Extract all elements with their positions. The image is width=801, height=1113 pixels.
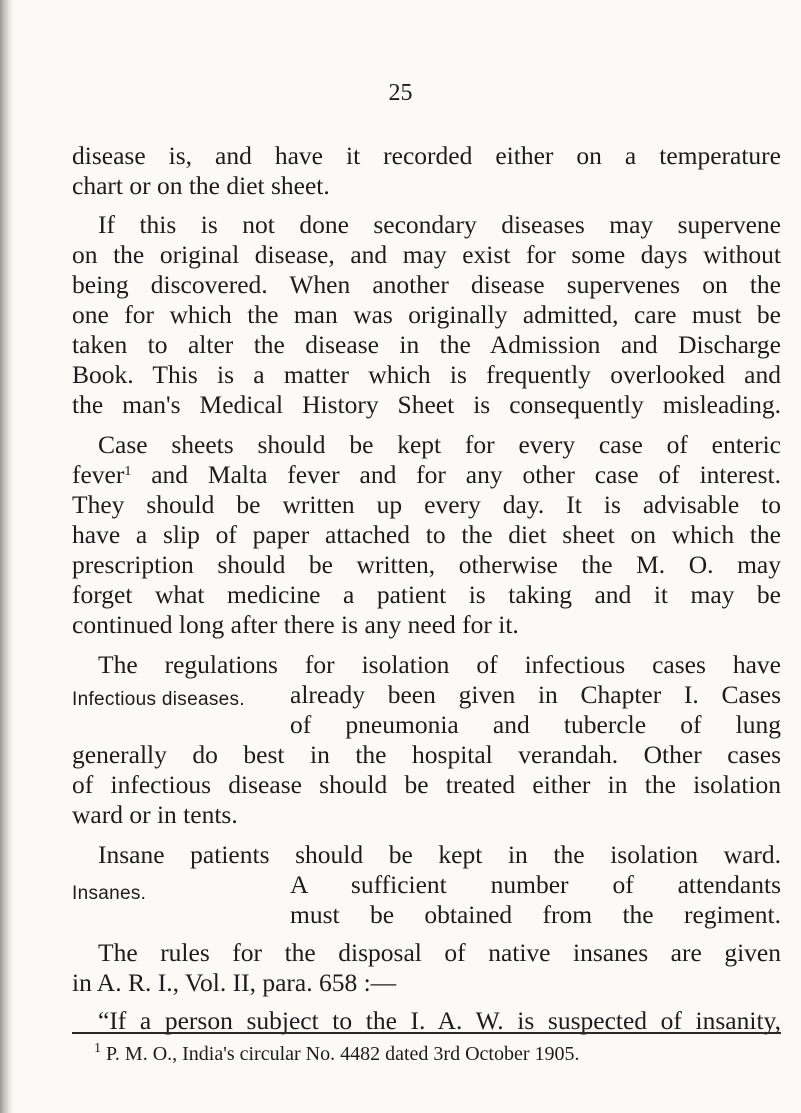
paragraph-line: one for which the man was originally admitted, care must be <box>72 300 781 329</box>
paragraph-line: generally do best in the hospital verandah. Other cases <box>72 740 781 769</box>
footnote-marker: 1 <box>94 1041 101 1056</box>
paragraph-line: already been given in Chapter I. Cases <box>290 680 781 709</box>
paragraph-line: They should be written up every day. It is advisable to <box>72 490 781 519</box>
paragraph-line: The rules for the disposal of native insanes are given <box>98 938 781 967</box>
footnote-reference: 1 <box>124 464 132 479</box>
paragraph-line <box>72 460 781 490</box>
paragraph-line: in A. R. I., Vol. II, para. 658 :— <box>72 968 397 997</box>
paragraph-line: forget what medicine a patient is taking and it may be <box>72 580 781 609</box>
paragraph-line: continued long after there is any need for it. <box>72 610 519 639</box>
paragraph-line: taken to alter the disease in the Admission and Discharge <box>72 330 781 359</box>
page-binding-edge <box>0 0 14 1113</box>
paragraph-line: “If a person subject to the I. A. W. is suspected of insanity, <box>98 1006 781 1035</box>
footnote-rule <box>72 1032 781 1034</box>
word-fever: fever <box>72 460 125 489</box>
paragraph-line: If this is not done secondary diseases may supervene <box>98 210 781 239</box>
footnote-text: P. M. O., India's circular No. 4482 dated 3rd October 1905. <box>101 1043 580 1065</box>
paragraph-line: of pneumonia and tubercle of lung <box>290 710 781 739</box>
paragraph-line: Book. This is a matter which is frequently overlooked and <box>72 360 781 389</box>
paragraph-line: The regulations for isolation of infectious cases have <box>98 650 781 679</box>
page-number: 25 <box>388 80 413 106</box>
footnote <box>94 1042 781 1066</box>
paragraph-line: being discovered. When another disease supervenes on the <box>72 270 781 299</box>
paragraph-line: Case sheets should be kept for every case of enteric <box>98 430 781 459</box>
paragraph-line: of infectious disease should be treated either in the isolation <box>72 770 781 799</box>
paragraph-line: chart or on the diet sheet. <box>72 171 330 200</box>
margin-note-insanes: Insanes. <box>72 883 147 904</box>
paragraph-line: must be obtained from the regiment. <box>290 900 781 929</box>
margin-note-infectious: Infectious diseases. <box>72 689 245 710</box>
paragraph-line: have a slip of paper attached to the diet sheet on which the <box>72 520 781 549</box>
paragraph-line: ward or in tents. <box>72 800 238 829</box>
line-remainder: and Malta fever and for any other case of interest. <box>131 460 781 489</box>
paragraph-line: disease is, and have it recorded either on a temperature <box>72 141 781 170</box>
paragraph-line: A sufficient number of attendants <box>290 870 781 899</box>
paragraph-line: prescription should be written, otherwise the M. O. may <box>72 550 781 579</box>
paragraph-line: Insane patients should be kept in the isolation ward. <box>98 840 781 869</box>
paragraph-line: on the original disease, and may exist for some days without <box>72 240 781 269</box>
paragraph-line: the man's Medical History Sheet is consequently misleading. <box>72 390 781 419</box>
